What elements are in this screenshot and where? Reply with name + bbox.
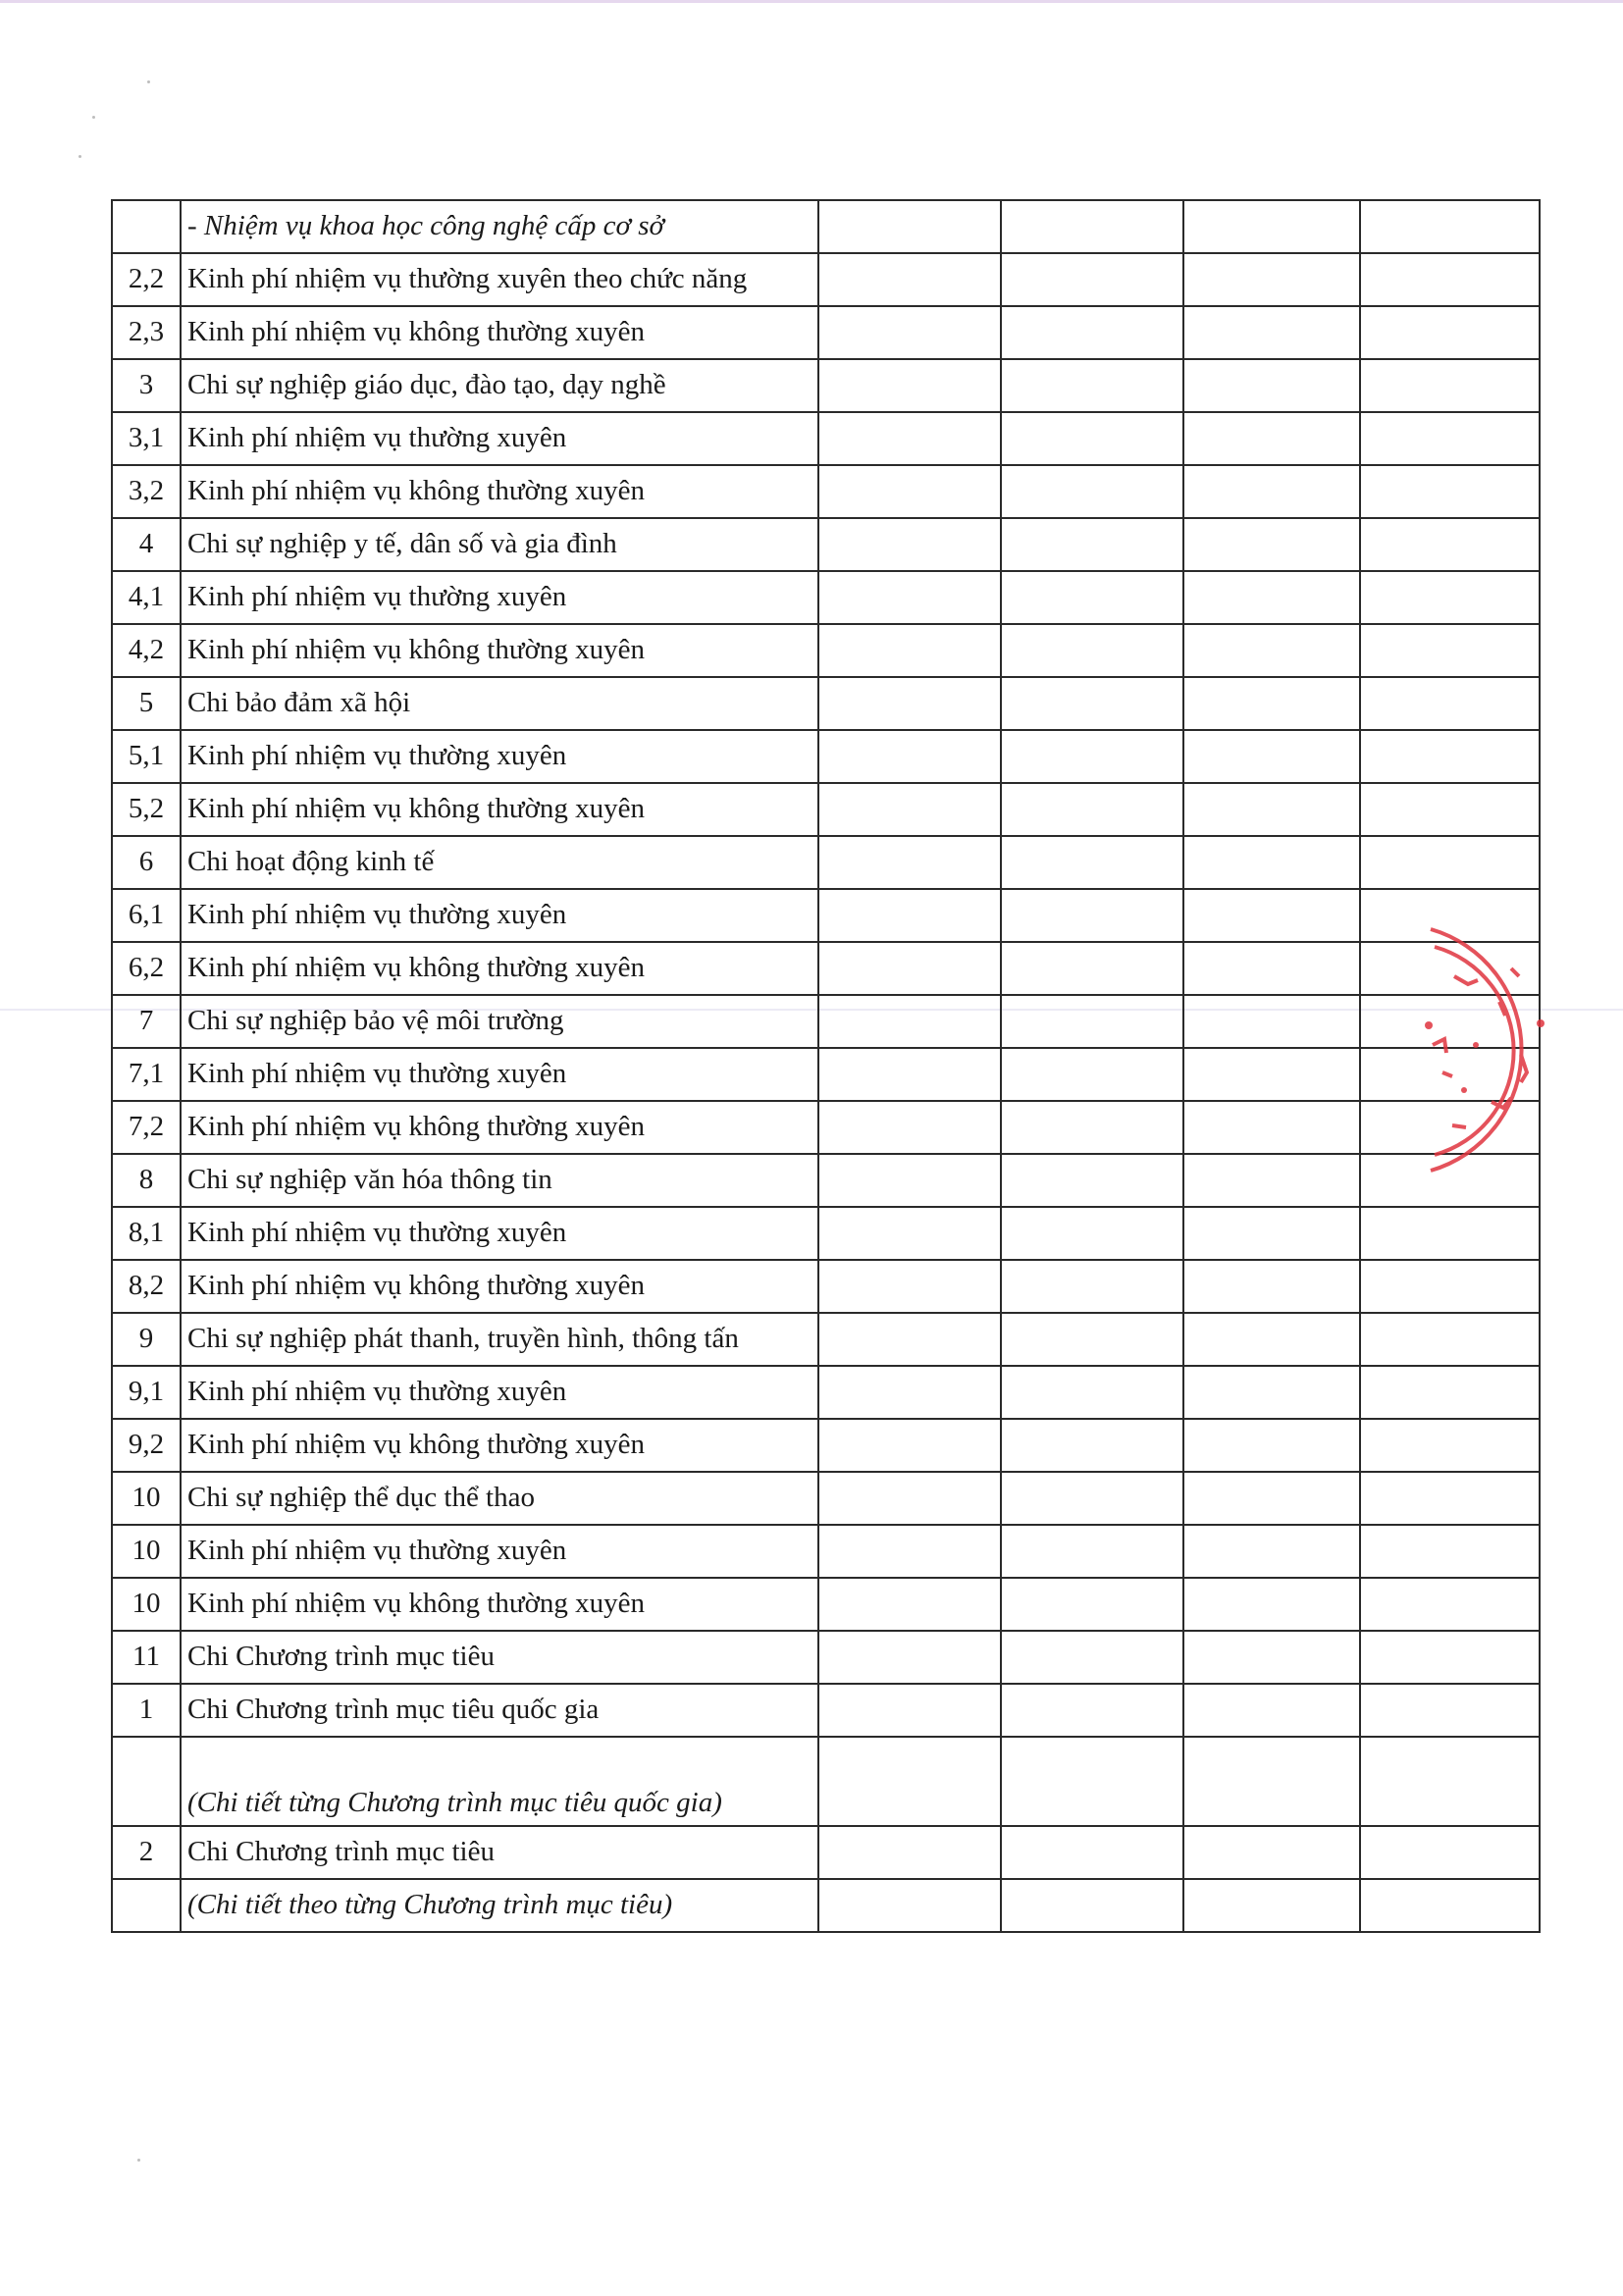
scan-speck — [79, 155, 81, 158]
row-number-cell: 6 — [112, 836, 181, 889]
row-description-cell: Chi bảo đảm xã hội — [181, 677, 818, 730]
value-cell-col-3 — [1183, 253, 1360, 306]
table-row — [112, 1207, 1540, 1260]
value-cell-col-3 — [1183, 359, 1360, 412]
row-description-cell: Kinh phí nhiệm vụ thường xuyên — [181, 1207, 818, 1260]
scan-speck — [92, 116, 95, 119]
value-cell-col-4 — [1360, 1525, 1540, 1578]
table-row — [112, 465, 1540, 518]
value-cell-col-2 — [1001, 1101, 1183, 1154]
value-cell-col-1 — [818, 624, 1001, 677]
row-description-cell: Kinh phí nhiệm vụ không thường xuyên — [181, 783, 818, 836]
value-cell-col-1 — [818, 1154, 1001, 1207]
value-cell-col-2 — [1001, 995, 1183, 1048]
budget-table-body — [112, 200, 1540, 1932]
value-cell-col-4 — [1360, 412, 1540, 465]
value-cell-col-4 — [1360, 1684, 1540, 1737]
table-row — [112, 836, 1540, 889]
value-cell-col-3 — [1183, 677, 1360, 730]
value-cell-col-4 — [1360, 1260, 1540, 1313]
value-cell-col-3 — [1183, 942, 1360, 995]
value-cell-col-1 — [818, 465, 1001, 518]
value-cell-col-3 — [1183, 1366, 1360, 1419]
value-cell-col-3 — [1183, 465, 1360, 518]
value-cell-col-2 — [1001, 783, 1183, 836]
value-cell-col-3 — [1183, 1684, 1360, 1737]
row-number-cell: 10 — [112, 1472, 181, 1525]
row-description-cell: Chi Chương trình mục tiêu — [181, 1826, 818, 1879]
value-cell-col-4 — [1360, 677, 1540, 730]
row-description-cell: Chi sự nghiệp phát thanh, truyền hình, thông tấn — [181, 1313, 818, 1366]
value-cell-col-3 — [1183, 783, 1360, 836]
table-row — [112, 1154, 1540, 1207]
value-cell-col-3 — [1183, 412, 1360, 465]
value-cell-col-2 — [1001, 412, 1183, 465]
table-row — [112, 1366, 1540, 1419]
value-cell-col-3 — [1183, 730, 1360, 783]
row-number-cell — [112, 1737, 181, 1826]
row-number-cell: 4 — [112, 518, 181, 571]
value-cell-col-3 — [1183, 1525, 1360, 1578]
value-cell-col-3 — [1183, 836, 1360, 889]
seal-dot — [1461, 1087, 1467, 1093]
value-cell-col-1 — [818, 730, 1001, 783]
value-cell-col-1 — [818, 995, 1001, 1048]
value-cell-col-2 — [1001, 359, 1183, 412]
value-cell-col-1 — [818, 1207, 1001, 1260]
table-row — [112, 1525, 1540, 1578]
value-cell-col-1 — [818, 1313, 1001, 1366]
row-number-cell: 4,1 — [112, 571, 181, 624]
row-description-cell: Kinh phí nhiệm vụ thường xuyên — [181, 1048, 818, 1101]
row-description-cell: Kinh phí nhiệm vụ thường xuyên — [181, 889, 818, 942]
row-description-cell: Chi sự nghiệp giáo dục, đào tạo, dạy nghề — [181, 359, 818, 412]
table-row — [112, 995, 1540, 1048]
value-cell-col-4 — [1360, 200, 1540, 253]
value-cell-col-2 — [1001, 1578, 1183, 1631]
value-cell-col-2 — [1001, 1313, 1183, 1366]
value-cell-col-3 — [1183, 1631, 1360, 1684]
row-number-cell: 8 — [112, 1154, 181, 1207]
value-cell-col-3 — [1183, 1207, 1360, 1260]
value-cell-col-2 — [1001, 677, 1183, 730]
row-number-cell: 9,1 — [112, 1366, 181, 1419]
value-cell-col-4 — [1360, 1826, 1540, 1879]
value-cell-col-4 — [1360, 624, 1540, 677]
row-number-cell: 3 — [112, 359, 181, 412]
value-cell-col-2 — [1001, 1737, 1183, 1826]
row-description-cell: Kinh phí nhiệm vụ không thường xuyên — [181, 942, 818, 995]
row-description-cell: - Nhiệm vụ khoa học công nghệ cấp cơ sở — [181, 200, 818, 253]
table-row — [112, 253, 1540, 306]
table-row — [112, 1101, 1540, 1154]
value-cell-col-3 — [1183, 1578, 1360, 1631]
row-number-cell: 2,2 — [112, 253, 181, 306]
value-cell-col-2 — [1001, 836, 1183, 889]
scan-speck — [137, 2159, 140, 2162]
value-cell-col-2 — [1001, 1419, 1183, 1472]
row-description-cell: Chi sự nghiệp bảo vệ môi trường — [181, 995, 818, 1048]
row-number-cell: 5,2 — [112, 783, 181, 836]
row-description-cell: Kinh phí nhiệm vụ không thường xuyên — [181, 624, 818, 677]
row-description-cell: Chi sự nghiệp y tế, dân số và gia đình — [181, 518, 818, 571]
row-number-cell: 8,2 — [112, 1260, 181, 1313]
scan-top-edge — [0, 0, 1623, 3]
row-number-cell: 7,1 — [112, 1048, 181, 1101]
value-cell-col-2 — [1001, 1826, 1183, 1879]
value-cell-col-1 — [818, 1419, 1001, 1472]
value-cell-col-3 — [1183, 995, 1360, 1048]
row-number-cell: 10 — [112, 1578, 181, 1631]
value-cell-col-4 — [1360, 1737, 1540, 1826]
official-red-seal — [1374, 908, 1570, 1202]
value-cell-col-2 — [1001, 571, 1183, 624]
row-description-cell: Kinh phí nhiệm vụ thường xuyên — [181, 1525, 818, 1578]
row-description-cell: Kinh phí nhiệm vụ thường xuyên — [181, 730, 818, 783]
row-description-cell: Kinh phí nhiệm vụ không thường xuyên — [181, 306, 818, 359]
value-cell-col-1 — [818, 942, 1001, 995]
table-row — [112, 889, 1540, 942]
value-cell-col-2 — [1001, 1154, 1183, 1207]
row-number-cell: 3,2 — [112, 465, 181, 518]
value-cell-col-1 — [818, 1101, 1001, 1154]
value-cell-col-3 — [1183, 571, 1360, 624]
row-description-cell: Chi hoạt động kinh tế — [181, 836, 818, 889]
row-number-cell — [112, 1879, 181, 1932]
value-cell-col-1 — [818, 836, 1001, 889]
table-row — [112, 1826, 1540, 1879]
value-cell-col-1 — [818, 1578, 1001, 1631]
value-cell-col-4 — [1360, 730, 1540, 783]
seal-dot — [1425, 1021, 1433, 1029]
scan-speck — [147, 80, 150, 83]
row-description-cell: Kinh phí nhiệm vụ thường xuyên — [181, 571, 818, 624]
table-row — [112, 1472, 1540, 1525]
value-cell-col-3 — [1183, 518, 1360, 571]
table-row — [112, 1631, 1540, 1684]
value-cell-col-2 — [1001, 518, 1183, 571]
row-number-cell: 9 — [112, 1313, 181, 1366]
table-row — [112, 412, 1540, 465]
value-cell-col-4 — [1360, 1578, 1540, 1631]
row-description-cell: Kinh phí nhiệm vụ không thường xuyên — [181, 1260, 818, 1313]
value-cell-col-4 — [1360, 1419, 1540, 1472]
value-cell-col-1 — [818, 1525, 1001, 1578]
row-number-cell: 9,2 — [112, 1419, 181, 1472]
row-number-cell: 5 — [112, 677, 181, 730]
row-description-cell: Kinh phí nhiệm vụ không thường xuyên — [181, 1419, 818, 1472]
value-cell-col-2 — [1001, 624, 1183, 677]
row-number-cell — [112, 200, 181, 253]
value-cell-col-1 — [818, 783, 1001, 836]
value-cell-col-1 — [818, 1366, 1001, 1419]
table-row — [112, 677, 1540, 730]
row-description-cell: Chi sự nghiệp thể dục thể thao — [181, 1472, 818, 1525]
value-cell-col-3 — [1183, 1737, 1360, 1826]
row-description-cell: Chi sự nghiệp văn hóa thông tin — [181, 1154, 818, 1207]
row-number-cell: 6,1 — [112, 889, 181, 942]
table-row — [112, 1879, 1540, 1932]
value-cell-col-1 — [818, 359, 1001, 412]
row-number-cell: 7,2 — [112, 1101, 181, 1154]
row-description-cell: Chi Chương trình mục tiêu — [181, 1631, 818, 1684]
value-cell-col-2 — [1001, 1048, 1183, 1101]
value-cell-col-3 — [1183, 889, 1360, 942]
value-cell-col-1 — [818, 1826, 1001, 1879]
value-cell-col-1 — [818, 1048, 1001, 1101]
value-cell-col-3 — [1183, 1101, 1360, 1154]
value-cell-col-4 — [1360, 1631, 1540, 1684]
seal-dot — [1473, 1042, 1479, 1048]
value-cell-col-1 — [818, 306, 1001, 359]
table-row — [112, 518, 1540, 571]
table-row — [112, 1048, 1540, 1101]
value-cell-col-3 — [1183, 624, 1360, 677]
row-description-cell: Kinh phí nhiệm vụ thường xuyên theo chức năng — [181, 253, 818, 306]
table-row — [112, 1419, 1540, 1472]
table-row — [112, 1684, 1540, 1737]
row-number-cell: 2,3 — [112, 306, 181, 359]
row-number-cell: 4,2 — [112, 624, 181, 677]
table-row — [112, 942, 1540, 995]
value-cell-col-3 — [1183, 1472, 1360, 1525]
table-row — [112, 306, 1540, 359]
value-cell-col-1 — [818, 200, 1001, 253]
value-cell-col-1 — [818, 571, 1001, 624]
value-cell-col-2 — [1001, 465, 1183, 518]
row-description-cell: Kinh phí nhiệm vụ không thường xuyên — [181, 1101, 818, 1154]
value-cell-col-2 — [1001, 200, 1183, 253]
value-cell-col-3 — [1183, 1048, 1360, 1101]
value-cell-col-2 — [1001, 889, 1183, 942]
table-row — [112, 359, 1540, 412]
value-cell-col-1 — [818, 412, 1001, 465]
row-description-cell: Kinh phí nhiệm vụ thường xuyên — [181, 1366, 818, 1419]
value-cell-col-4 — [1360, 1879, 1540, 1932]
value-cell-col-2 — [1001, 1631, 1183, 1684]
value-cell-col-1 — [818, 518, 1001, 571]
value-cell-col-3 — [1183, 200, 1360, 253]
row-description-cell: Kinh phí nhiệm vụ thường xuyên — [181, 412, 818, 465]
row-description-cell: Kinh phí nhiệm vụ không thường xuyên — [181, 1578, 818, 1631]
row-number-cell: 3,1 — [112, 412, 181, 465]
value-cell-col-4 — [1360, 1366, 1540, 1419]
row-number-cell: 5,1 — [112, 730, 181, 783]
row-description-cell: (Chi tiết theo từng Chương trình mục tiêu) — [181, 1879, 818, 1932]
value-cell-col-2 — [1001, 1260, 1183, 1313]
budget-table — [111, 199, 1541, 1933]
value-cell-col-2 — [1001, 1472, 1183, 1525]
value-cell-col-4 — [1360, 306, 1540, 359]
value-cell-col-1 — [818, 677, 1001, 730]
row-description-cell: Kinh phí nhiệm vụ không thường xuyên — [181, 465, 818, 518]
value-cell-col-1 — [818, 1260, 1001, 1313]
table-row — [112, 1737, 1540, 1826]
value-cell-col-4 — [1360, 518, 1540, 571]
row-description-cell: (Chi tiết từng Chương trình mục tiêu quốc gia) — [181, 1737, 818, 1826]
value-cell-col-3 — [1183, 1419, 1360, 1472]
table-row — [112, 730, 1540, 783]
value-cell-col-3 — [1183, 1826, 1360, 1879]
value-cell-col-4 — [1360, 253, 1540, 306]
value-cell-col-4 — [1360, 783, 1540, 836]
value-cell-col-2 — [1001, 1684, 1183, 1737]
value-cell-col-1 — [818, 889, 1001, 942]
value-cell-col-2 — [1001, 1879, 1183, 1932]
row-number-cell: 10 — [112, 1525, 181, 1578]
value-cell-col-3 — [1183, 306, 1360, 359]
value-cell-col-4 — [1360, 571, 1540, 624]
table-row — [112, 200, 1540, 253]
row-number-cell: 8,1 — [112, 1207, 181, 1260]
value-cell-col-2 — [1001, 253, 1183, 306]
value-cell-col-3 — [1183, 1879, 1360, 1932]
table-row — [112, 624, 1540, 677]
value-cell-col-4 — [1360, 465, 1540, 518]
table-row — [112, 783, 1540, 836]
value-cell-col-1 — [818, 1472, 1001, 1525]
row-number-cell: 1 — [112, 1684, 181, 1737]
table-row — [112, 1578, 1540, 1631]
value-cell-col-3 — [1183, 1313, 1360, 1366]
value-cell-col-4 — [1360, 836, 1540, 889]
value-cell-col-1 — [818, 1631, 1001, 1684]
value-cell-col-2 — [1001, 1525, 1183, 1578]
row-number-cell: 11 — [112, 1631, 181, 1684]
table-row — [112, 571, 1540, 624]
row-number-cell: 7 — [112, 995, 181, 1048]
value-cell-col-4 — [1360, 1472, 1540, 1525]
seal-dot — [1537, 1019, 1544, 1027]
value-cell-col-1 — [818, 1879, 1001, 1932]
value-cell-col-4 — [1360, 1207, 1540, 1260]
value-cell-col-2 — [1001, 1366, 1183, 1419]
value-cell-col-2 — [1001, 306, 1183, 359]
value-cell-col-3 — [1183, 1260, 1360, 1313]
value-cell-col-1 — [818, 1684, 1001, 1737]
value-cell-col-1 — [818, 253, 1001, 306]
table-row — [112, 1313, 1540, 1366]
table-row — [112, 1260, 1540, 1313]
value-cell-col-1 — [818, 1737, 1001, 1826]
row-number-cell: 2 — [112, 1826, 181, 1879]
value-cell-col-2 — [1001, 1207, 1183, 1260]
value-cell-col-2 — [1001, 730, 1183, 783]
value-cell-col-3 — [1183, 1154, 1360, 1207]
row-number-cell: 6,2 — [112, 942, 181, 995]
value-cell-col-4 — [1360, 1313, 1540, 1366]
value-cell-col-4 — [1360, 359, 1540, 412]
value-cell-col-2 — [1001, 942, 1183, 995]
row-description-cell: Chi Chương trình mục tiêu quốc gia — [181, 1684, 818, 1737]
